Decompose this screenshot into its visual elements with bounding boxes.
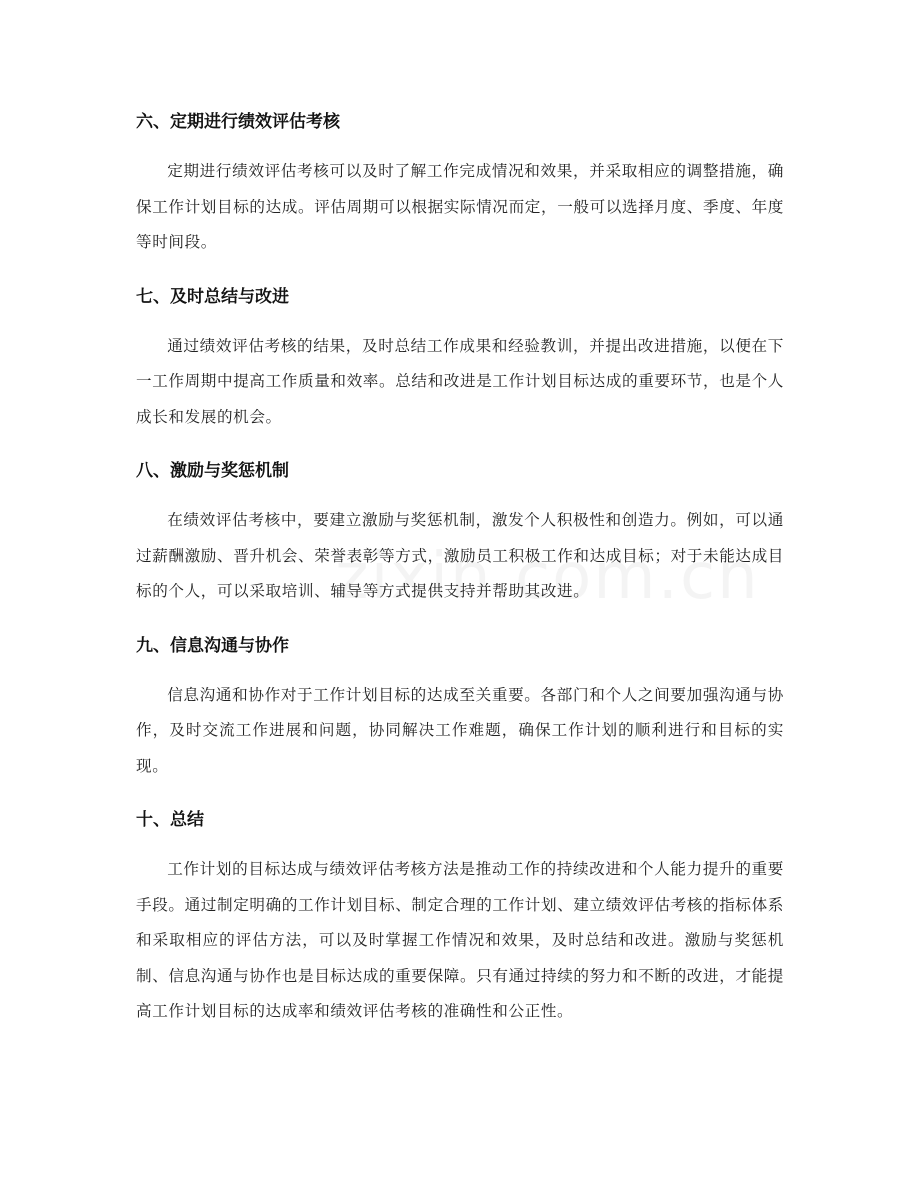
section-body-6: 定期进行绩效评估考核可以及时了解工作完成情况和效果，并采取相应的调整措施，确保工作计划目标的达成。评估周期可以根据实际情况而定，一般可以选择月度、季度、年度等时间段。 <box>136 162 784 251</box>
section-body-9: 信息沟通和协作对于工作计划目标的达成至关重要。各部门和个人之间要加强沟通与协作，及时交流工作进展和问题，协同解决工作难题，确保工作计划的顺利进行和目标的实现。 <box>136 685 784 775</box>
section-title-8: 八、激励与奖惩机制 <box>136 461 289 481</box>
section-title-6: 六、定期进行绩效评估考核 <box>136 112 340 132</box>
section-body-8: 在绩效评估考核中，要建立激励与奖惩机制，激发个人积极性和创造力。例如，可以通过薪酬激励、晋升机会、荣誉表彰等方式，激励员工积极工作和达成目标；对于未能达成目标的个人，可以采取培训、辅导等方式提供支持并帮助其改进。 <box>136 511 784 600</box>
section-title-10: 十、总结 <box>136 810 204 830</box>
section-title-9: 九、信息沟通与协作 <box>136 635 289 656</box>
section-body-7: 通过绩效评估考核的结果，及时总结工作成果和经验教训，并提出改进措施，以便在下一工作周期中提高工作质量和效率。总结和改进是工作计划目标达成的重要环节，也是个人成长和发展的机会。 <box>136 336 784 426</box>
document-body <box>136 105 784 1049</box>
section-title-7: 七、及时总结与改进 <box>136 286 289 307</box>
section-body-10: 工作计划的目标达成与绩效评估考核方法是推动工作的持续改进和个人能力提升的重要手段。通过制定明确的工作计划目标、制定合理的工作计划、建立绩效评估考核的指标体系和采取相应的评估方法，可以及时掌握工作情况和效果，及时总结和改进。激励与奖惩机制、信息沟通与协作也是目标达成的重要保障。只有通过持续的努力和不断的改进，才能提高工作计划目标的达成率和绩效评估考核的准确性和公正性。 <box>136 860 784 1020</box>
